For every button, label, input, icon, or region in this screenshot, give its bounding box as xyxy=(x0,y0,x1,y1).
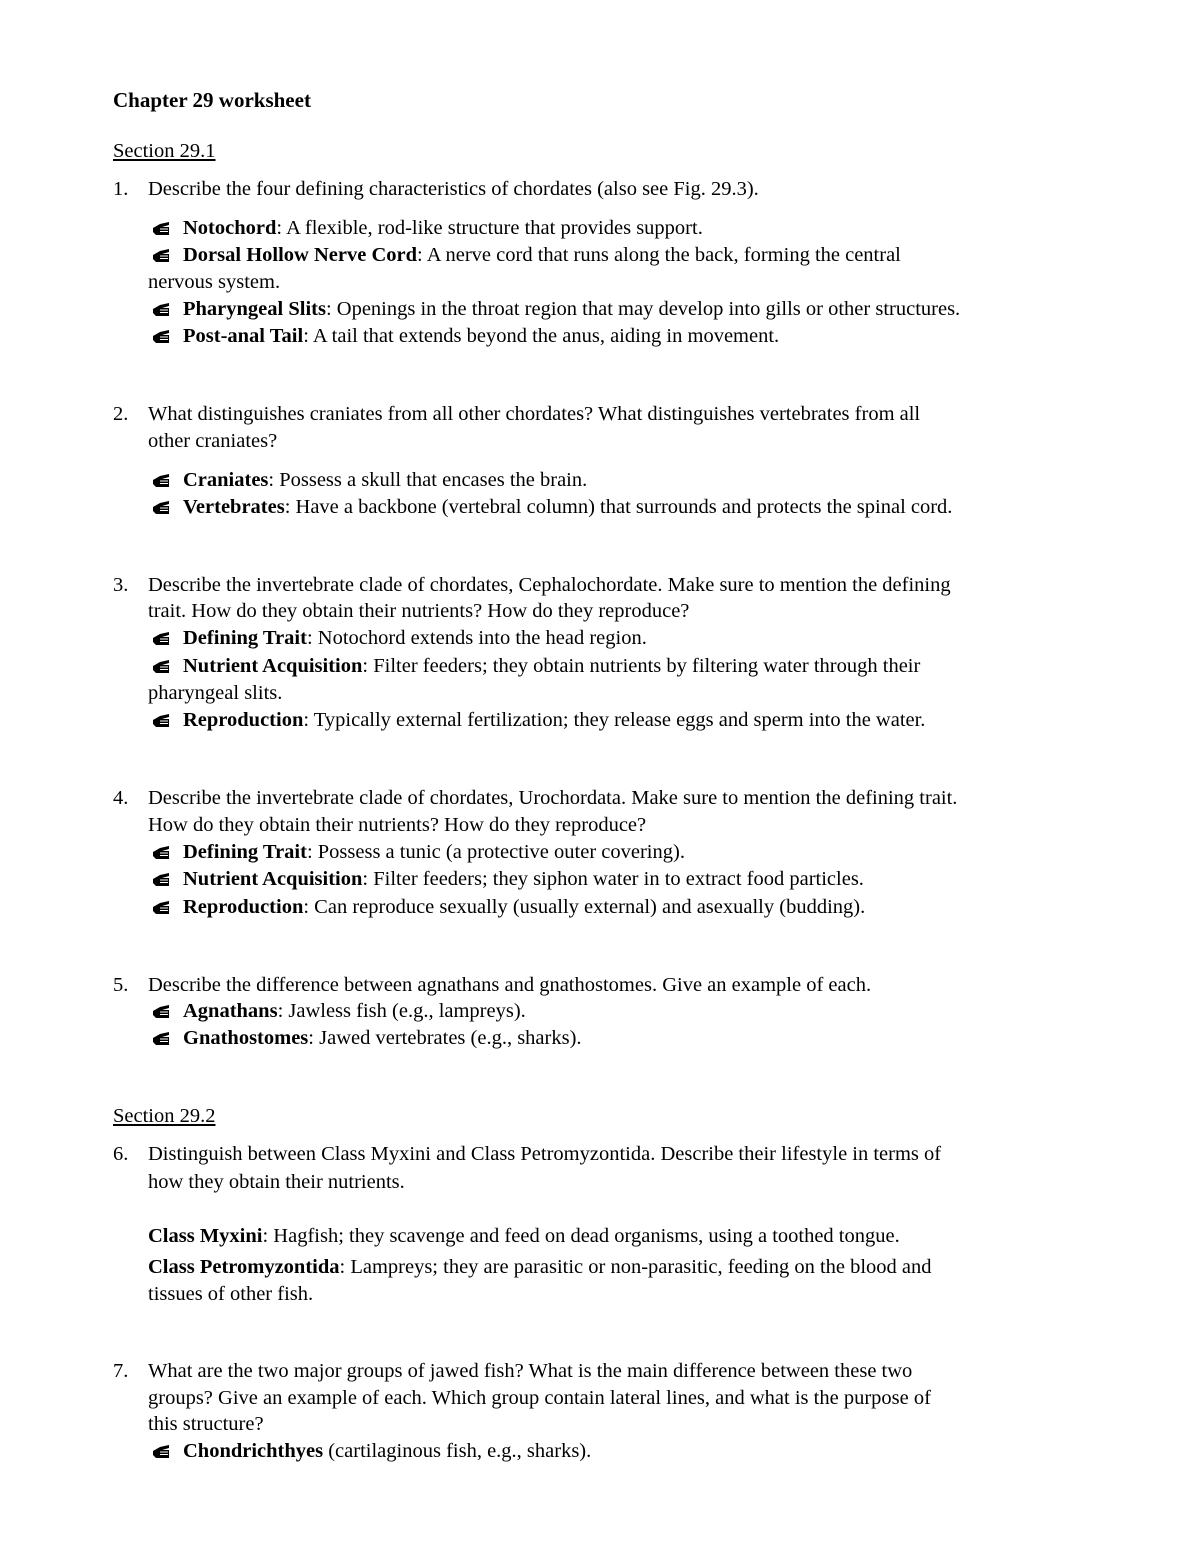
answer-text: : Have a backbone (vertebral column) that surrounds and protects the spinal cord. xyxy=(284,496,953,518)
page-title: Chapter 29 worksheet xyxy=(113,88,311,112)
answer-line xyxy=(183,1001,526,1022)
question-number: 3. xyxy=(113,574,129,596)
writing-hand-icon xyxy=(152,845,170,860)
answer-term: Defining Trait xyxy=(183,841,307,863)
answer-line xyxy=(183,710,925,731)
answer-text: : Possess a skull that encases the brain. xyxy=(268,469,588,491)
answer-text: : Jawed vertebrates (e.g., sharks). xyxy=(308,1027,582,1049)
writing-hand-icon xyxy=(152,1031,170,1046)
answer-term: Craniates xyxy=(183,469,269,491)
writing-hand-icon xyxy=(152,221,170,236)
answer-term: Class Myxini xyxy=(148,1225,263,1247)
writing-hand-icon xyxy=(152,1444,170,1459)
question-text: Describe the difference between agnathans and gnathostomes. Give an example of each. xyxy=(148,974,872,996)
answer-line xyxy=(148,1257,932,1278)
writing-hand-icon xyxy=(152,631,170,646)
question-text: this structure? xyxy=(148,1413,264,1435)
answer-line xyxy=(183,470,587,491)
writing-hand-icon xyxy=(152,473,170,488)
answer-text: : A nerve cord that runs along the back, forming the central xyxy=(417,244,901,266)
answer-text: (cartilaginous fish, e.g., sharks). xyxy=(323,1440,592,1462)
writing-hand-icon xyxy=(152,329,170,344)
question-text: trait. How do they obtain their nutrients? How do they reproduce? xyxy=(148,600,690,622)
answer-term: Pharyngeal Slits xyxy=(183,298,326,320)
question-text: Distinguish between Class Myxini and Class Petromyzontida. Describe their lifestyle in terms of xyxy=(148,1143,942,1165)
question-text: how they obtain their nutrients. xyxy=(148,1171,405,1193)
answer-text: : Notochord extends into the head region. xyxy=(306,627,647,649)
question-number: 5. xyxy=(113,974,129,996)
answer-line xyxy=(183,897,865,918)
answer-line xyxy=(183,299,960,320)
question-number: 2. xyxy=(113,403,129,425)
answer-text: : A tail that extends beyond the anus, aiding in movement. xyxy=(303,325,780,347)
writing-hand-icon xyxy=(152,500,170,515)
answer-line xyxy=(183,1441,591,1462)
writing-hand-icon xyxy=(152,1004,170,1019)
answer-text: : Can reproduce sexually (usually external) and asexually (budding). xyxy=(303,896,866,918)
answer-text: : Typically external fertilization; they release eggs and sperm into the water. xyxy=(303,709,926,731)
answer-term: Post-anal Tail xyxy=(183,325,304,347)
section-heading-29-1: Section 29.1 xyxy=(113,140,216,162)
question-text: How do they obtain their nutrients? How do they reproduce? xyxy=(148,814,647,836)
answer-term: Reproduction xyxy=(183,709,304,731)
question-text: groups? Give an example of each. Which group contain lateral lines, and what is the purpose of xyxy=(148,1387,931,1409)
writing-hand-icon xyxy=(152,302,170,317)
question-number: 7. xyxy=(113,1360,129,1382)
answer-line xyxy=(183,656,920,677)
answer-line xyxy=(183,218,703,239)
answer-text: : Openings in the throat region that may develop into gills or other structures. xyxy=(325,298,961,320)
answer-text: : Possess a tunic (a protective outer covering). xyxy=(306,841,685,863)
answer-term: Reproduction xyxy=(183,896,304,918)
question-text: Describe the invertebrate clade of chordates, Urochordata. Make sure to mention the defining trait. xyxy=(148,787,958,809)
answer-continuation: tissues of other fish. xyxy=(148,1283,314,1305)
answer-line xyxy=(148,1226,900,1247)
answer-continuation: nervous system. xyxy=(148,271,281,293)
answer-term: Defining Trait xyxy=(183,627,307,649)
answer-term: Agnathans xyxy=(183,1000,278,1022)
answer-continuation: pharyngeal slits. xyxy=(148,682,283,704)
writing-hand-icon xyxy=(152,248,170,263)
question-text: Describe the invertebrate clade of chordates, Cephalochordate. Make sure to mention the defining xyxy=(148,574,951,596)
answer-text: : Lampreys; they are parasitic or non-parasitic, feeding on the blood and xyxy=(339,1256,932,1278)
writing-hand-icon xyxy=(152,659,170,674)
answer-text: : Jawless fish (e.g., lampreys). xyxy=(277,1000,526,1022)
answer-line xyxy=(183,1028,582,1049)
question-number: 4. xyxy=(113,787,129,809)
answer-line xyxy=(183,245,901,266)
answer-text: : Hagfish; they scavenge and feed on dead organisms, using a toothed tongue. xyxy=(262,1225,900,1247)
writing-hand-icon xyxy=(152,872,170,887)
question-number: 6. xyxy=(113,1143,129,1165)
answer-line xyxy=(183,869,864,890)
answer-text: : Filter feeders; they siphon water in to extract food particles. xyxy=(362,868,864,890)
section-heading-29-2: Section 29.2 xyxy=(113,1105,216,1127)
question-text: What are the two major groups of jawed fish? What is the main difference between these two xyxy=(148,1360,913,1382)
answer-term: Nutrient Acquisition xyxy=(183,655,363,677)
writing-hand-icon xyxy=(152,900,170,915)
answer-line xyxy=(183,326,779,347)
answer-line xyxy=(183,497,952,518)
answer-text: : A flexible, rod-like structure that provides support. xyxy=(276,217,703,239)
question-text: Describe the four defining characteristics of chordates (also see Fig. 29.3). xyxy=(148,178,759,200)
answer-term: Dorsal Hollow Nerve Cord xyxy=(183,244,417,266)
answer-text: : Filter feeders; they obtain nutrients by filtering water through their xyxy=(362,655,921,677)
answer-line xyxy=(183,842,685,863)
answer-term: Chondrichthyes xyxy=(183,1440,324,1462)
question-number: 1. xyxy=(113,178,129,200)
writing-hand-icon xyxy=(152,713,170,728)
answer-term: Notochord xyxy=(183,217,277,239)
question-text: other craniates? xyxy=(148,430,278,452)
answer-term: Vertebrates xyxy=(183,496,285,518)
answer-term: Class Petromyzontida xyxy=(148,1256,340,1278)
answer-line xyxy=(183,628,647,649)
answer-term: Nutrient Acquisition xyxy=(183,868,363,890)
answer-term: Gnathostomes xyxy=(183,1027,309,1049)
question-text: What distinguishes craniates from all other chordates? What distinguishes vertebrates from all xyxy=(148,403,921,425)
